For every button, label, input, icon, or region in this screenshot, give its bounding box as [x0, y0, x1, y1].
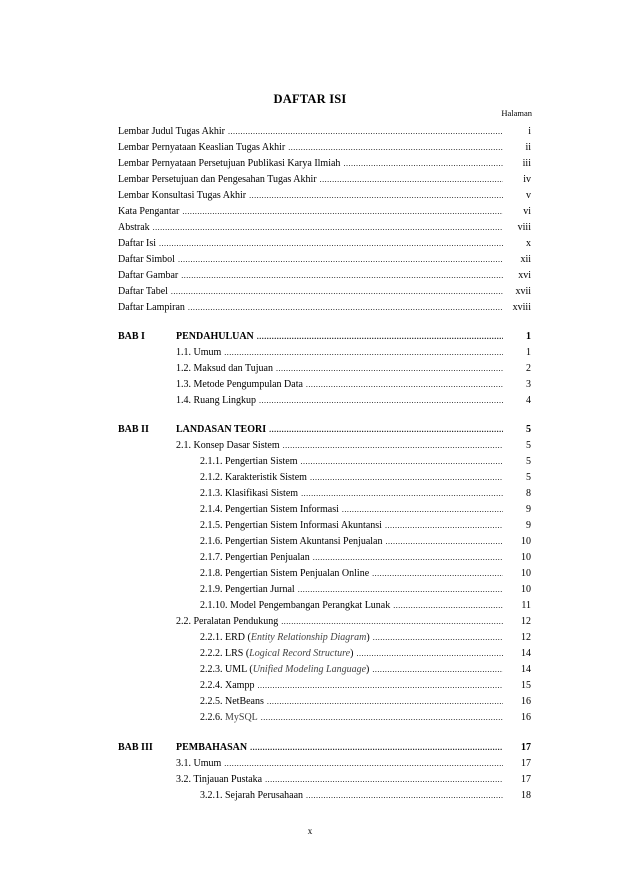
toc-entry: Lembar Pernyataan Persetujuan Publikasi Karya Ilmiah ..... iii — [118, 157, 531, 171]
toc-entry: 2.1.7. Pengertian Penjualan ..... 10 — [200, 551, 531, 565]
toc-entry: 3.1. Umum ..... 17 — [176, 757, 531, 771]
chapter-number: BAB I — [118, 331, 145, 342]
chapter-entry: PENDAHULUAN ..... 1 — [176, 330, 531, 344]
toc-entry: 1.4. Ruang Lingkup ..... 4 — [176, 394, 531, 408]
toc-entry: Daftar Simbol ..... xii — [118, 253, 531, 267]
toc-entry: Daftar Isi ..... x — [118, 237, 531, 251]
chapter-entry: PEMBAHASAN ..... 17 — [176, 741, 531, 755]
toc-entry: 2.2.3. UML (Unified Modeling Language) ..... 14 — [200, 663, 531, 677]
toc-entry: 2.2.1. ERD (Entity Relationship Diagram) ..... 12 — [200, 631, 531, 645]
page-title: DAFTAR ISI — [273, 92, 347, 106]
toc-entry: 2.2.5. NetBeans ..... 16 — [200, 695, 531, 709]
halaman-label: Halaman — [501, 108, 532, 118]
chapter-number: BAB III — [118, 742, 153, 753]
toc-entry: 2.1.6. Pengertian Sistem Akuntansi Penjualan ..... 10 — [200, 535, 531, 549]
toc-entry: Daftar Gambar ..... xvi — [118, 269, 531, 283]
toc-entry: Lembar Persetujuan dan Pengesahan Tugas Akhir ..... iv — [118, 173, 531, 187]
toc-entry: 3.2. Tinjauan Pustaka ..... 17 — [176, 773, 531, 787]
toc-entry: 2.2.6. MySQL ..... 16 — [200, 711, 531, 725]
toc-entry: 1.1. Umum ..... 1 — [176, 346, 531, 360]
toc-entry: Daftar Lampiran ..... xviii — [118, 301, 531, 315]
toc-entry: Lembar Judul Tugas Akhir ..... i — [118, 125, 531, 139]
toc-entry: 2.1.10. Model Pengembangan Perangkat Lunak ..... 11 — [200, 599, 531, 613]
toc-entry: 2.1.4. Pengertian Sistem Informasi ..... 9 — [200, 503, 531, 517]
toc-entry: 2.1.1. Pengertian Sistem ..... 5 — [200, 455, 531, 469]
toc-entry: Lembar Konsultasi Tugas Akhir ..... v — [118, 189, 531, 203]
toc-entry: 2.1.3. Klasifikasi Sistem ..... 8 — [200, 487, 531, 501]
toc-entry: 2.2.2. LRS (Logical Record Structure) ..... 14 — [200, 647, 531, 661]
toc-entry: Daftar Tabel ..... xvii — [118, 285, 531, 299]
toc-entry: 2.1. Konsep Dasar Sistem ..... 5 — [176, 439, 531, 453]
toc-entry: Lembar Pernyataan Keaslian Tugas Akhir ..... ii — [118, 141, 531, 155]
toc-entry: 2.1.9. Pengertian Jurnal ..... 10 — [200, 583, 531, 597]
page-number: x — [307, 826, 313, 836]
chapter-number: BAB II — [118, 424, 149, 435]
toc-entry: 2.1.2. Karakteristik Sistem ..... 5 — [200, 471, 531, 485]
toc-entry: 1.3. Metode Pengumpulan Data ..... 3 — [176, 378, 531, 392]
chapter-entry: LANDASAN TEORI ..... 5 — [176, 423, 531, 437]
toc-entry: 1.2. Maksud dan Tujuan ..... 2 — [176, 362, 531, 376]
toc-entry: 2.1.8. Pengertian Sistem Penjualan Online ..... 10 — [200, 567, 531, 581]
toc-entry: Kata Pengantar ..... vi — [118, 205, 531, 219]
toc-entry: 3.2.1. Sejarah Perusahaan ..... 18 — [200, 789, 531, 803]
toc-entry: 2.2.4. Xampp ..... 15 — [200, 679, 531, 693]
toc-entry: 2.2. Peralatan Pendukung ..... 12 — [176, 615, 531, 629]
toc-entry: 2.1.5. Pengertian Sistem Informasi Akuntansi ..... 9 — [200, 519, 531, 533]
toc-entry: Abstrak ..... viii — [118, 221, 531, 235]
